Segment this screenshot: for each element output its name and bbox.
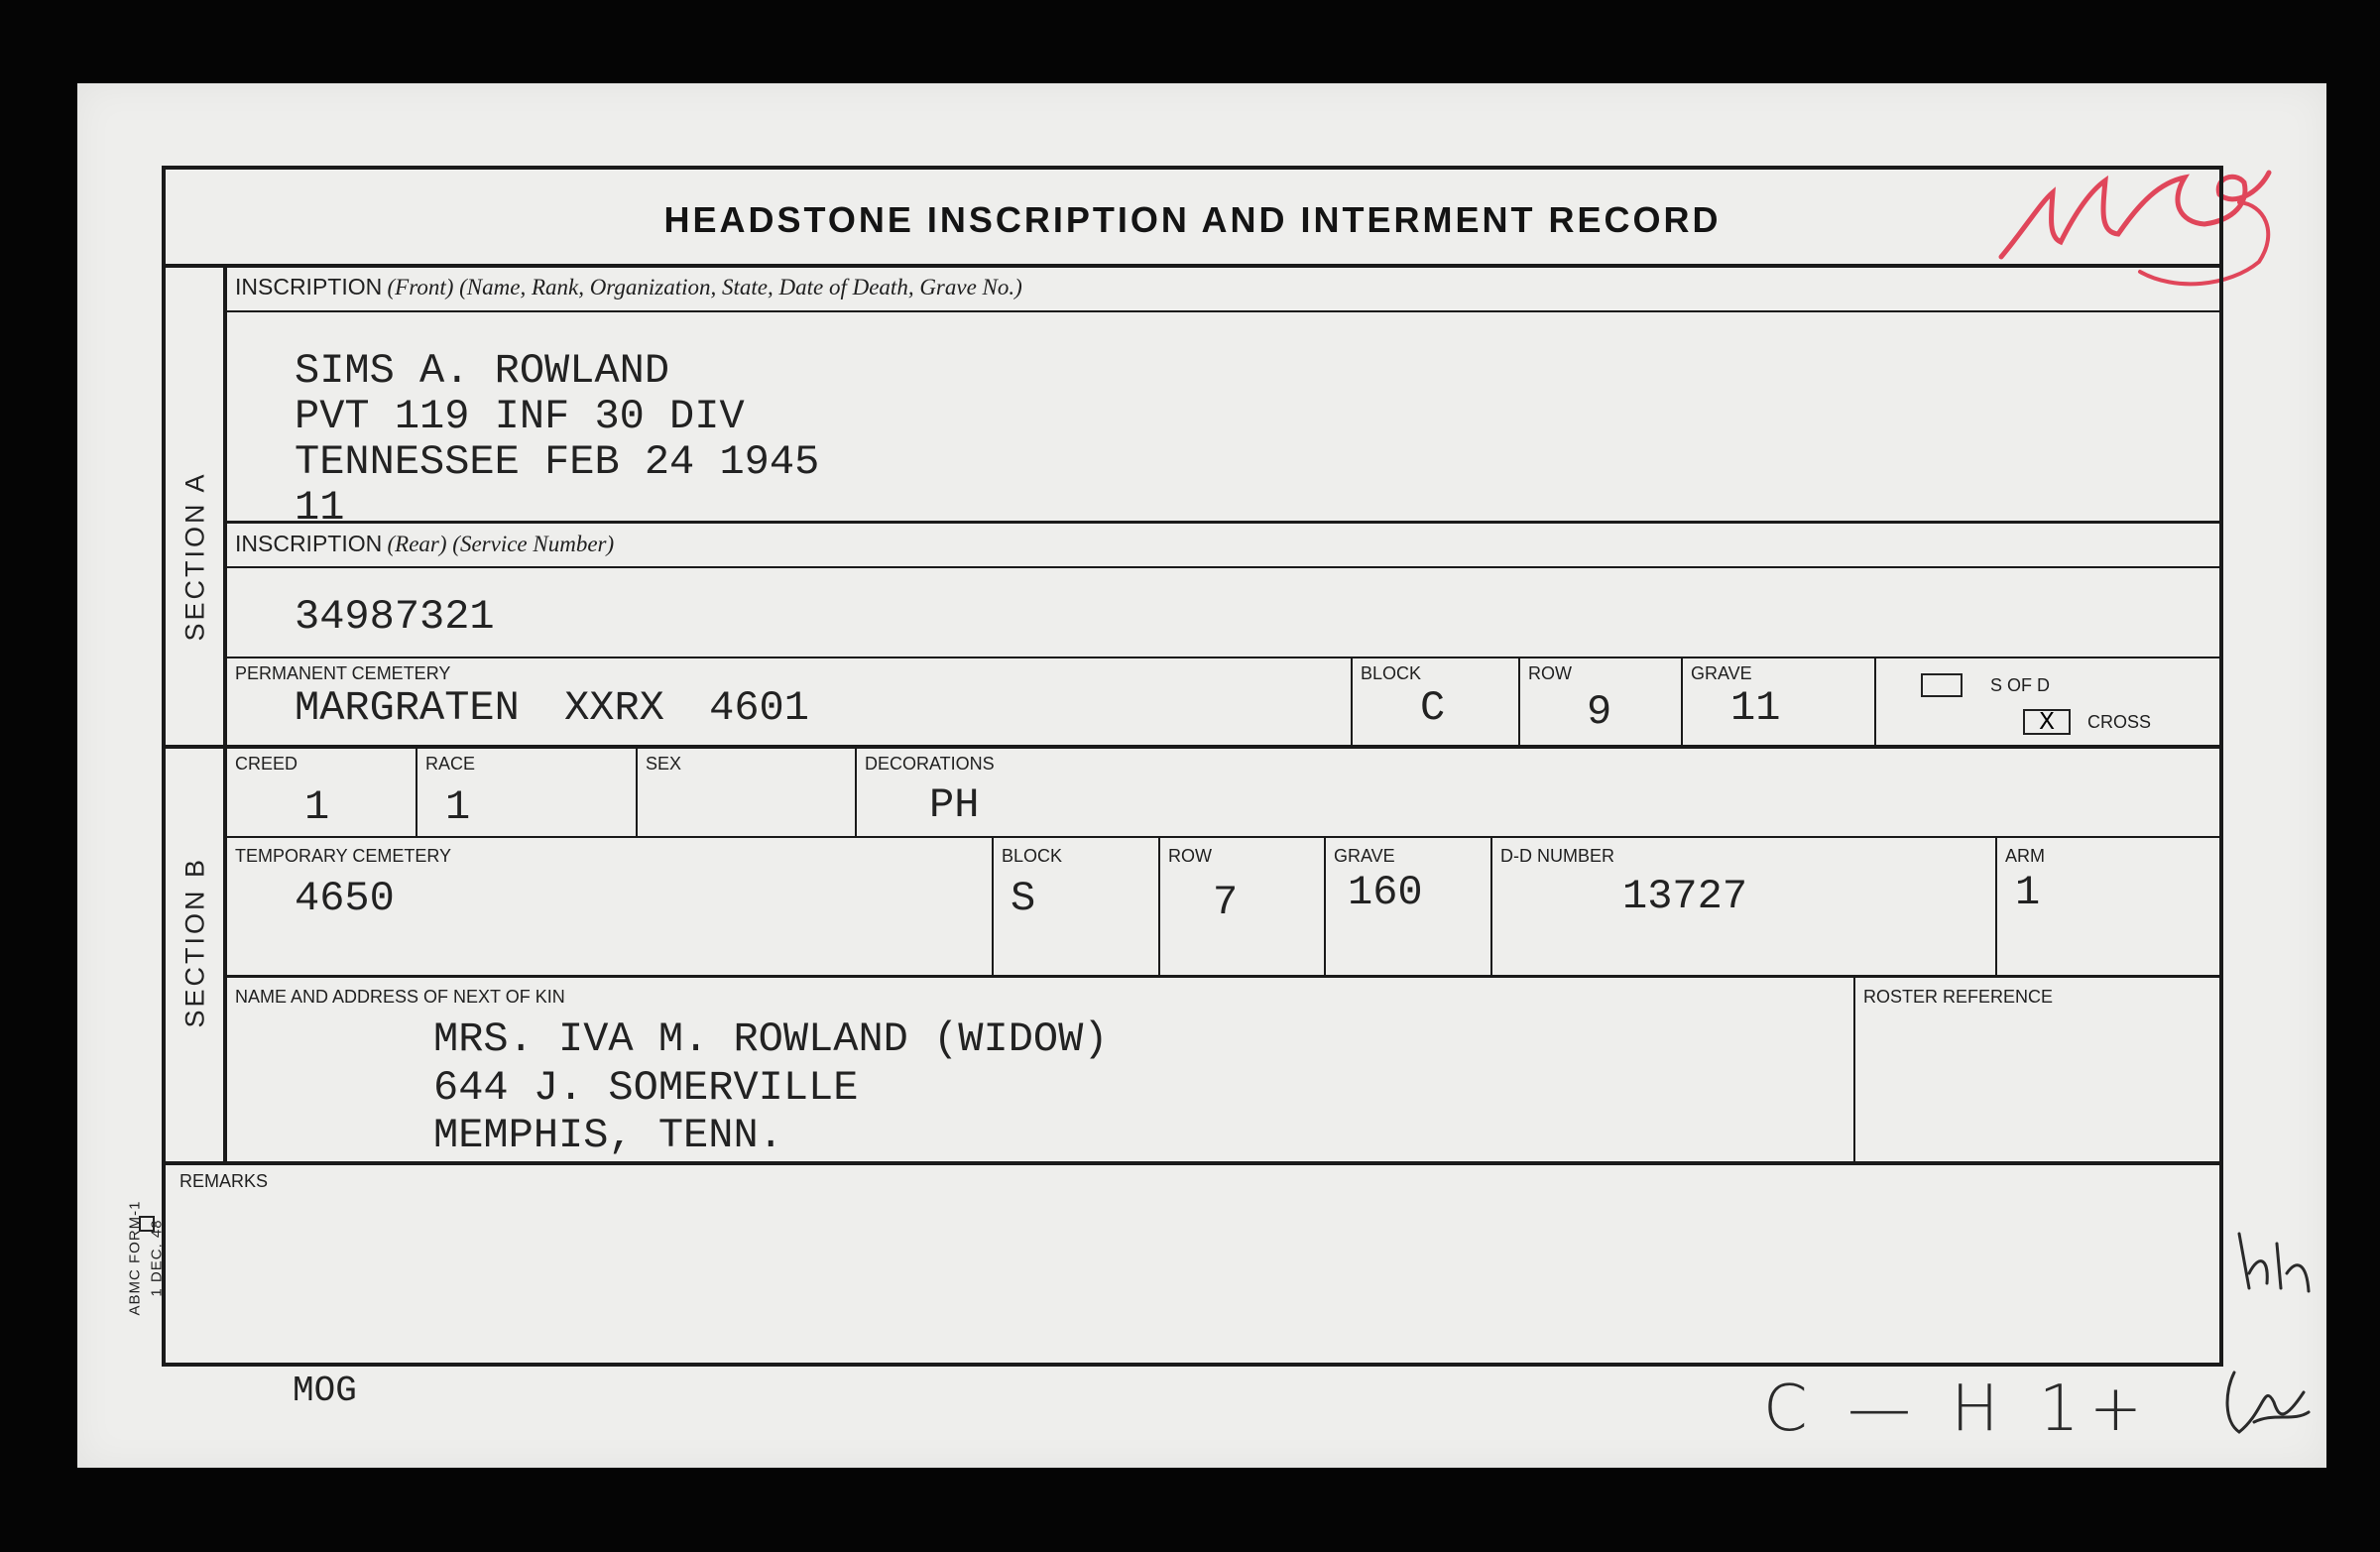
sofd-checkbox[interactable]	[1921, 673, 1963, 697]
front-line-3: TENNESSEE FEB 24 1945	[295, 438, 820, 486]
cross-check-mark: X	[2039, 707, 2055, 737]
front-inscription-label	[235, 274, 1022, 300]
kin-line-2: 644 J. SOMERVILLE	[433, 1064, 859, 1112]
rule	[1324, 836, 1326, 977]
perm-grave-label: GRAVE	[1691, 663, 1752, 683]
rear-label-hint: (Rear) (Service Number)	[387, 532, 615, 556]
remarks-label: REMARKS	[179, 1171, 269, 1191]
rule	[225, 975, 2219, 978]
rule	[1351, 657, 1353, 747]
permanent-cemetery-name: MARGRATEN	[295, 684, 520, 732]
creed-label: CREED	[235, 754, 298, 774]
service-number: 34987321	[295, 593, 495, 641]
form-title: HEADSTONE INSCRIPTION AND INTERMENT RECORD	[663, 199, 1722, 240]
arm-value: 1	[2015, 869, 2041, 916]
rule	[416, 747, 417, 838]
rule	[166, 745, 2219, 749]
record-card	[77, 83, 2326, 1468]
form-corner-box	[139, 1216, 155, 1232]
kin-line-1: MRS. IVA M. ROWLAND (WIDOW)	[433, 1015, 1109, 1063]
corner-initials	[2204, 1353, 2323, 1452]
perm-block-label: BLOCK	[1361, 663, 1422, 683]
rule	[225, 521, 2219, 524]
rule	[225, 566, 2219, 568]
rule	[992, 836, 994, 977]
front-label-text: INSCRIPTION	[235, 274, 383, 299]
perm-row-label: ROW	[1528, 663, 1572, 683]
section-b-label: SECTION B	[179, 856, 210, 1028]
temp-cemetery-label: TEMPORARY CEMETERY	[235, 846, 452, 866]
decorations-value: PH	[929, 781, 980, 829]
typed-note: MOG	[293, 1371, 357, 1411]
temp-grave-value: 160	[1348, 869, 1423, 916]
form-id: ABMC FORM-1	[126, 1200, 144, 1316]
perm-block-value: C	[1420, 684, 1446, 732]
handwritten-remark: C — H 1+	[1763, 1373, 2153, 1446]
temp-grave-label: GRAVE	[1334, 846, 1395, 866]
temp-block-label: BLOCK	[1002, 846, 1063, 866]
rule	[1995, 836, 1997, 977]
rule	[1158, 836, 1160, 977]
roster-reference-label: ROSTER REFERENCE	[1863, 987, 2054, 1007]
arm-label: ARM	[2005, 846, 2045, 866]
front-label-hint: (Front) (Name, Rank, Organization, State, Date of Death, Grave No.)	[387, 275, 1022, 299]
front-line-2: PVT 119 INF 30 DIV	[295, 393, 745, 440]
rule	[1518, 657, 1520, 747]
sofd-label: S OF D	[1990, 675, 2051, 695]
rule	[1853, 975, 1855, 1163]
race-value: 1	[445, 783, 471, 831]
temp-row-label: ROW	[1168, 846, 1212, 866]
form-date: 1 DEC. 48	[148, 1219, 166, 1297]
rule	[855, 747, 857, 838]
temp-row-value: 7	[1213, 879, 1239, 926]
creed-value: 1	[304, 783, 330, 831]
margin-initials	[2219, 1214, 2328, 1303]
kin-line-3: MEMPHIS, TENN.	[433, 1112, 783, 1159]
next-of-kin-label: NAME AND ADDRESS OF NEXT OF KIN	[235, 987, 565, 1007]
dd-number-value: 13727	[1622, 873, 1748, 920]
temp-cemetery-value: 4650	[295, 875, 395, 922]
permanent-cemetery-value	[295, 685, 809, 731]
temp-block-value: S	[1011, 875, 1036, 922]
permanent-cemetery-struck: XXRX	[564, 684, 664, 732]
front-line-1: SIMS A. ROWLAND	[295, 347, 670, 395]
rule	[1681, 657, 1683, 747]
perm-row-value: 9	[1587, 688, 1612, 736]
perm-grave-value: 11	[1730, 684, 1781, 732]
rule	[225, 310, 2219, 312]
section-divider	[223, 264, 227, 1163]
rule	[1874, 657, 1876, 747]
cross-label: CROSS	[2087, 712, 2152, 732]
form-frame	[162, 166, 2223, 1367]
race-label: RACE	[425, 754, 476, 774]
cross-checkbox[interactable]	[2023, 709, 2071, 735]
decorations-label: DECORATIONS	[865, 754, 995, 774]
rule	[225, 657, 2219, 658]
rule	[1490, 836, 1492, 977]
dd-number-label: D-D NUMBER	[1500, 846, 1614, 866]
rear-label-text: INSCRIPTION	[235, 531, 383, 556]
rule	[225, 836, 2219, 838]
rear-inscription-label	[235, 531, 614, 557]
rule	[636, 747, 638, 838]
rule	[166, 264, 2219, 268]
permanent-cemetery-code: 4601	[709, 684, 809, 732]
section-a-label: SECTION A	[179, 471, 210, 642]
front-line-4: 11	[295, 484, 345, 532]
sex-label: SEX	[646, 754, 682, 774]
rule	[166, 1161, 2219, 1165]
permanent-cemetery-label: PERMANENT CEMETERY	[235, 663, 451, 683]
